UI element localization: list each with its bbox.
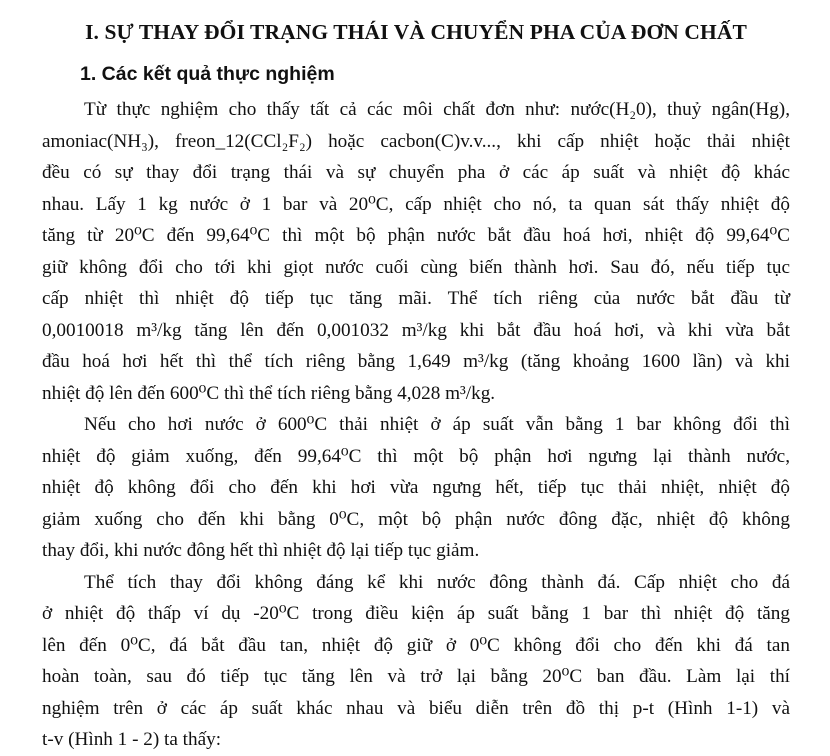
- text-line: Từ thực nghiệm cho thấy tất cả các môi chất đơn như: nước(H₂0), thuỷ ngân(Hg),: [84, 99, 790, 120]
- text-line: t-v (Hình 1 - 2) ta thấy:: [42, 729, 222, 750]
- text-line: nhiệt độ giảm xuống, đến 99,64⁰C thì một bộ phận hơi ngưng lại thành nước,: [42, 445, 790, 467]
- text-line: đều có sự thay đổi trạng thái và sự chuyển pha ở các áp suất và nhiệt độ khác: [42, 162, 790, 183]
- paragraph-3: [42, 567, 790, 756]
- text-line: ở nhiệt độ thấp ví dụ -20⁰C trong điều kiện áp suất bằng 1 bar thì nhiệt độ tăng: [42, 603, 790, 624]
- text-line: lên đến 0⁰C, đá bắt đầu tan, nhiệt độ giữ ở 0⁰C không đổi cho đến khi đá tan: [42, 634, 790, 656]
- paragraph-1: [42, 94, 790, 409]
- text-line: đầu hoá hơi hết thì thể tích riêng bằng 1,649 m³/kg (tăng khoảng 1600 lần) và khi: [42, 351, 790, 372]
- paragraph-2: [42, 409, 790, 567]
- text-line: nghiệm trên ở các áp suất khác nhau và biểu diễn trên đồ thị p-t (Hình 1-1) và: [42, 697, 790, 719]
- text-line: tăng từ 20⁰C đến 99,64⁰C thì một bộ phận nước bắt đầu hoá hơi, nhiệt độ 99,64⁰C: [42, 225, 790, 246]
- text-line: amoniac(NH₃), freon_12(CCl₂F₂) hoặc cacbon(C)v.v..., khi cấp nhiệt hoặc thải nhiệt: [42, 130, 790, 152]
- text-line: thay đổi, khi nước đông hết thì nhiệt độ lại tiếp tục giảm.: [42, 540, 480, 561]
- section-title: I. SỰ THAY ĐỔI TRẠNG THÁI VÀ CHUYỂN PHA CỦA ĐƠN CHẤT: [85, 20, 747, 44]
- text-line: giảm xuống cho đến khi bằng 0⁰C, một bộ phận nước đông đặc, nhiệt độ không: [42, 508, 790, 530]
- text-line: nhiệt độ không đổi cho đến khi hơi vừa ngưng hết, tiếp tục thải nhiệt, nhiệt độ: [42, 477, 790, 498]
- text-line: 0,0010018 m³/kg tăng lên đến 0,001032 m³/kg khi bắt đầu hoá hơi, và khi vừa bắt: [42, 319, 790, 341]
- text-line: Thể tích thay đổi không đáng kể khi nước đông thành đá. Cấp nhiệt cho đá: [84, 571, 790, 593]
- subsection-title: 1. Các kết quả thực nghiệm: [80, 63, 335, 85]
- text-line: nhau. Lấy 1 kg nước ở 1 bar và 20⁰C, cấp nhiệt cho nó, ta quan sát thấy nhiệt độ: [42, 193, 790, 215]
- text-line: cấp nhiệt thì nhiệt độ tiếp tục tăng mãi. Thể tích riêng của nước bắt đầu từ: [42, 288, 790, 309]
- text-line: nhiệt độ lên đến 600⁰C thì thể tích riêng bằng 4,028 m³/kg.: [42, 382, 496, 404]
- text-line: Nếu cho hơi nước ở 600⁰C thải nhiệt ở áp suất vẫn bằng 1 bar không đổi thì: [84, 414, 790, 435]
- text-line: giữ không đổi cho tới khi giọt nước cuối cùng biến thành hơi. Sau đó, nếu tiếp tục: [42, 256, 790, 278]
- text-line: hoàn toàn, sau đó tiếp tục tăng lên và trở lại bằng 20⁰C ban đầu. Làm lại thí: [42, 666, 790, 687]
